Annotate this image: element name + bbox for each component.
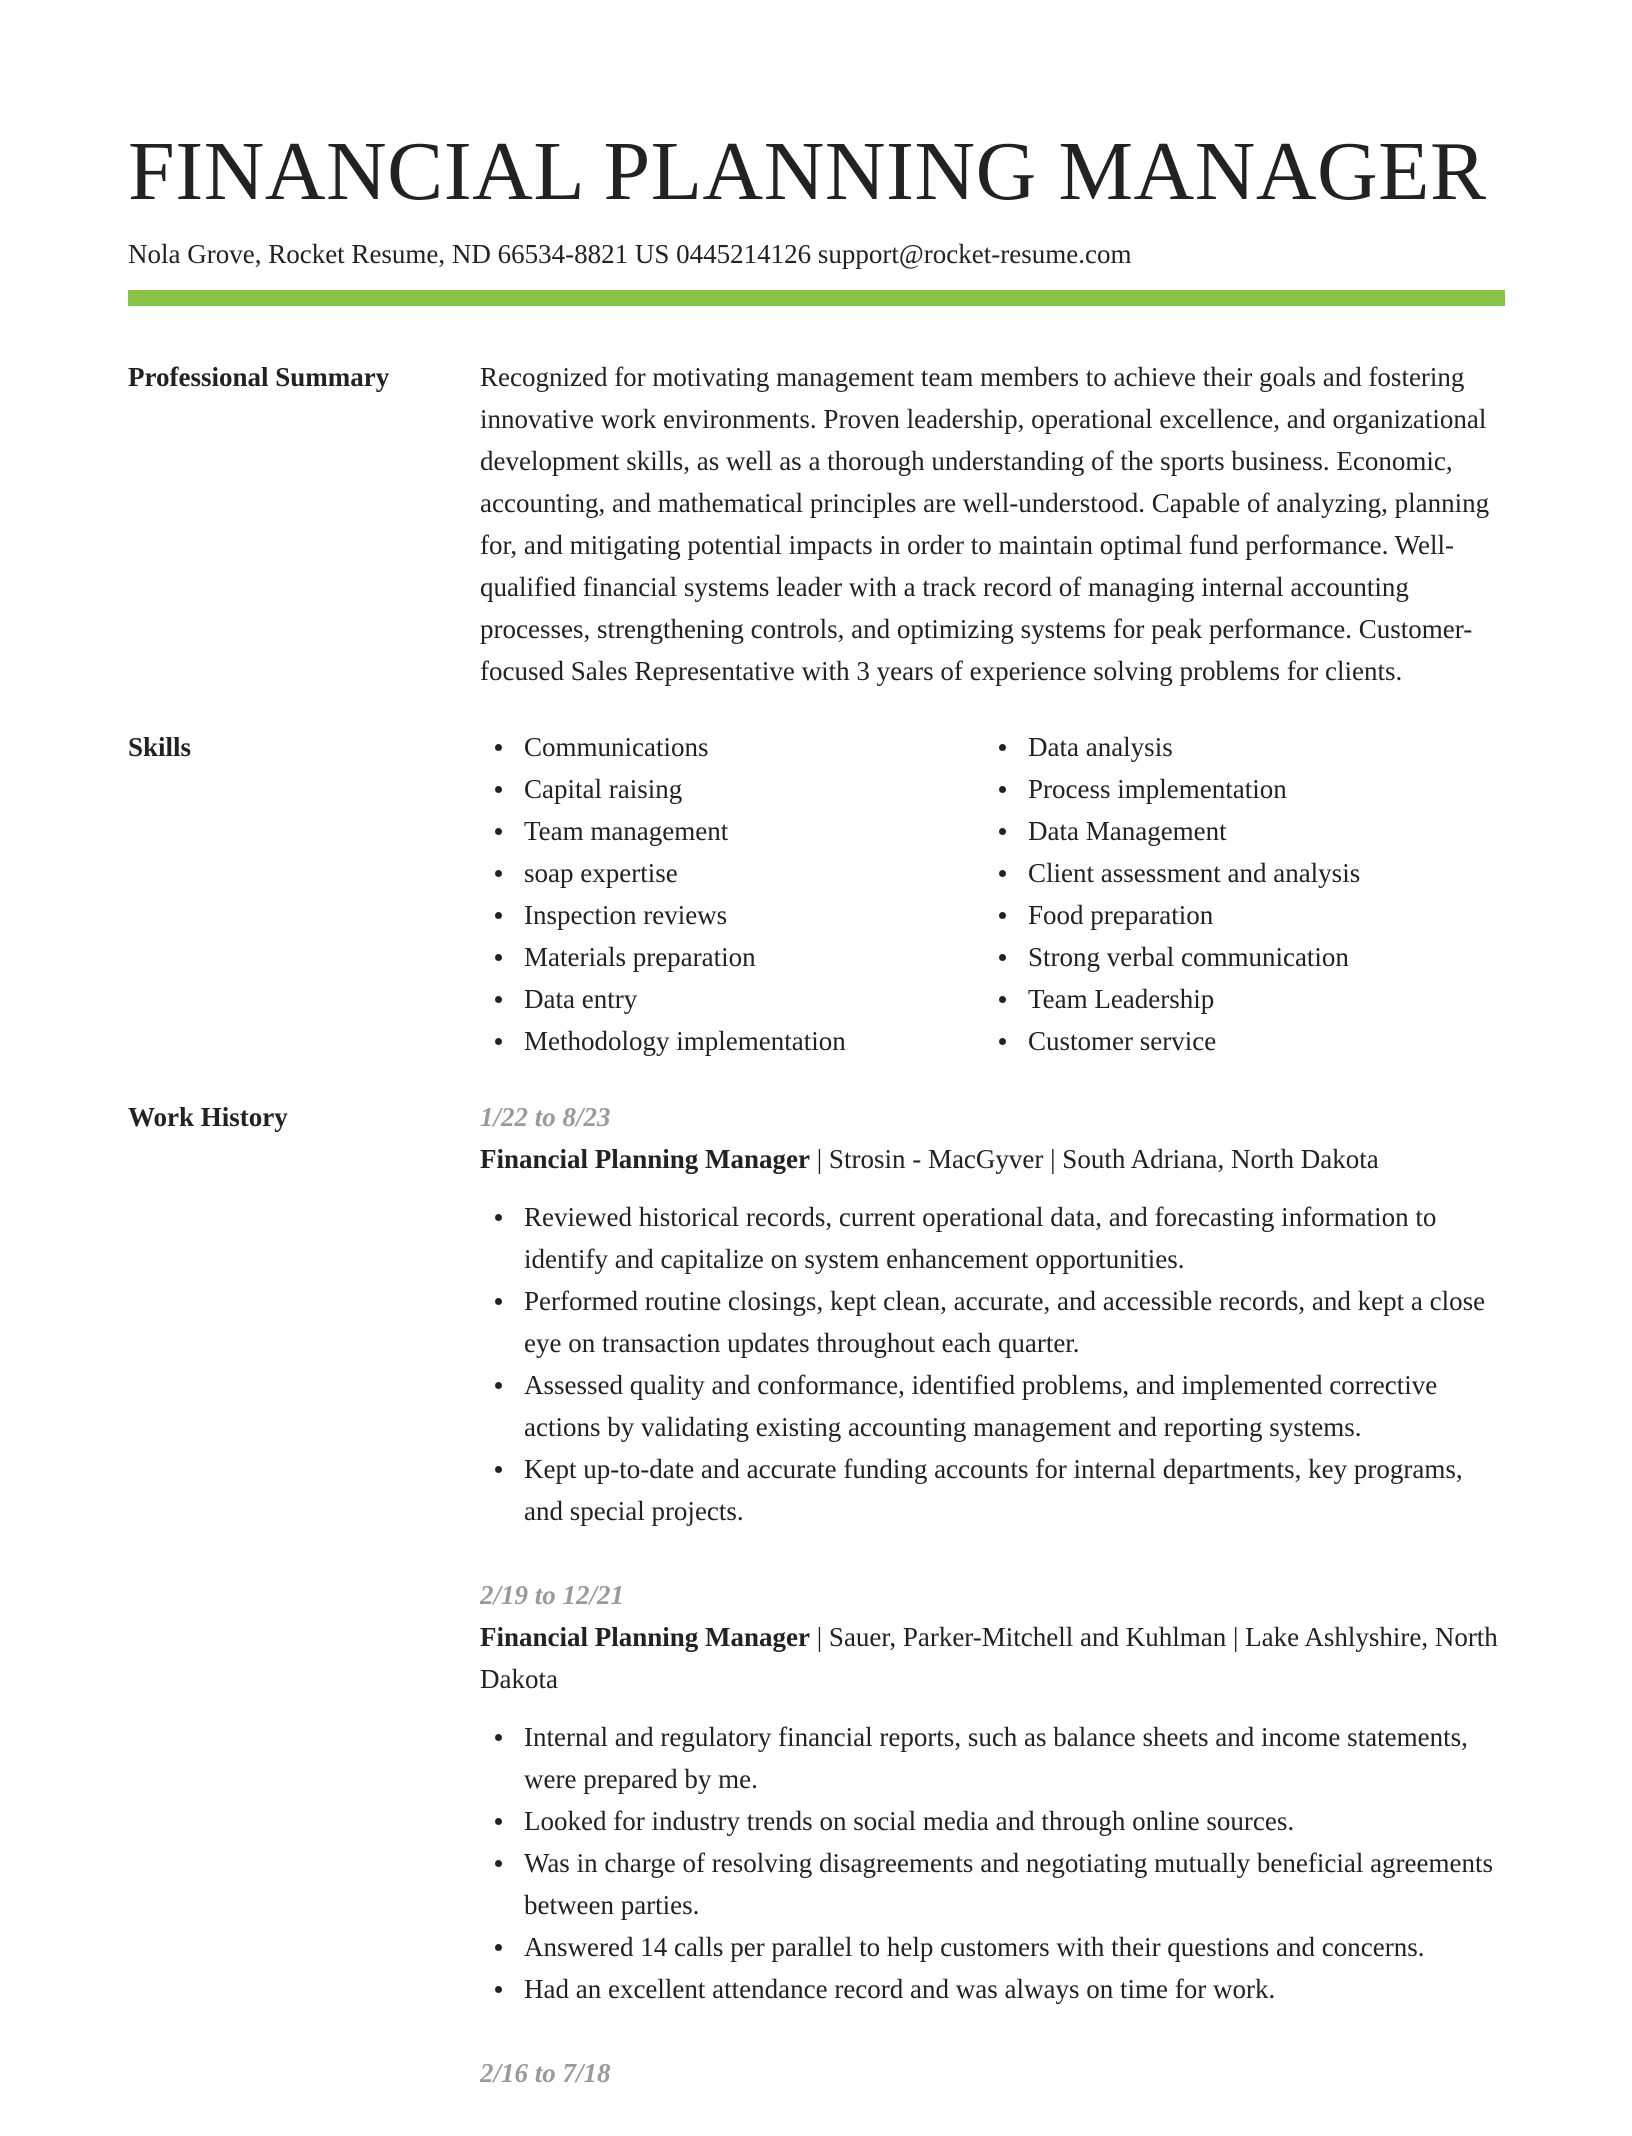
skill-item: Inspection reviews	[480, 894, 984, 936]
job-details: | Strosin - MacGyver | South Adriana, North Dakota	[810, 1144, 1379, 1174]
job-bullet: Internal and regulatory financial reports, such as balance sheets and income statements, were prepared by me.	[480, 1716, 1505, 1800]
skill-item: Data analysis	[984, 726, 1488, 768]
skill-item: Client assessment and analysis	[984, 852, 1488, 894]
skill-item: Food preparation	[984, 894, 1488, 936]
skills-section	[128, 726, 1505, 1062]
skill-item: Team management	[480, 810, 984, 852]
skill-item: soap expertise	[480, 852, 984, 894]
skills-list-left	[480, 726, 984, 1062]
job-dates: 2/16 to 7/18	[480, 2058, 611, 2088]
job-entry	[480, 1574, 1505, 2010]
job-bullet: Performed routine closings, kept clean, accurate, and accessible records, and kept a close eye on transaction updates throughout each quarter.	[480, 1280, 1505, 1364]
job-bullet: Was in charge of resolving disagreements and negotiating mutually beneficial agreements between parties.	[480, 1842, 1505, 1926]
job-bullet: Reviewed historical records, current operational data, and forecasting information to identify and capitalize on system enhancement opportunities.	[480, 1196, 1505, 1280]
job-dates: 2/19 to 12/21	[480, 1580, 625, 1610]
job-bullet: Kept up-to-date and accurate funding accounts for internal departments, key programs, and special projects.	[480, 1448, 1505, 1532]
summary-section	[128, 356, 1505, 692]
skills-heading: Skills	[128, 732, 192, 762]
skill-item: Process implementation	[984, 768, 1488, 810]
job-details: | Sauer, Parker-Mitchell and Kuhlman | Lake Ashlyshire, North Dakota	[480, 1622, 1505, 1694]
job-bullet: Answered 14 calls per parallel to help customers with their questions and concerns.	[480, 1926, 1505, 1968]
job-entry	[480, 1096, 1505, 1532]
job-title: Financial Planning Manager	[480, 1622, 811, 1652]
skill-item: Communications	[480, 726, 984, 768]
page-title: FINANCIAL PLANNING MANAGER	[128, 125, 1487, 218]
skill-item: Team Leadership	[984, 978, 1488, 1020]
job-bullet: Had an excellent attendance record and was always on time for work.	[480, 1968, 1505, 2010]
job-heading	[480, 1138, 1505, 1180]
resume-page	[128, 118, 1505, 2136]
work-history-list	[480, 1096, 1505, 2136]
skill-item: Data entry	[480, 978, 984, 1020]
skills-grid	[480, 726, 1505, 1062]
skill-item: Strong verbal communication	[984, 936, 1488, 978]
job-bullets	[480, 1716, 1505, 2010]
contact-line: Nola Grove, Rocket Resume, ND 66534-8821 US 0445214126 support@rocket-resume.com	[128, 239, 1132, 269]
skill-item: Methodology implementation	[480, 1020, 984, 1062]
skill-item: Data Management	[984, 810, 1488, 852]
skills-list-right	[984, 726, 1488, 1062]
work-history-section	[128, 1096, 1505, 2136]
job-bullet: Assessed quality and conformance, identified problems, and implemented corrective actions by validating existing accounting management and reporting systems.	[480, 1364, 1505, 1448]
job-heading	[480, 1616, 1505, 1700]
job-bullet: Looked for industry trends on social media and through online sources.	[480, 1800, 1505, 1842]
job-bullets	[480, 1196, 1505, 1532]
skill-item: Customer service	[984, 1020, 1488, 1062]
job-title: Financial Planning Manager	[480, 1144, 811, 1174]
accent-divider	[128, 290, 1505, 306]
job-entry	[480, 2052, 1505, 2094]
summary-text: Recognized for motivating management team members to achieve their goals and fostering innovative work environments. Proven leadership, operational excellence, and organizational development skills, as well as a thorough understanding of the sports business. Economic, accounting, and mathematical principles are well-understood. Capable of analyzing, planning for, and mitigating potential impacts in order to maintain optimal fund performance. Well-qualified financial systems leader with a track record of managing internal accounting processes, strengthening controls, and optimizing systems for peak performance. Customer-focused Sales Representative with 3 years of experience solving problems for clients.	[480, 362, 1490, 686]
job-dates: 1/22 to 8/23	[480, 1102, 611, 1132]
skill-item: Materials preparation	[480, 936, 984, 978]
skill-item: Capital raising	[480, 768, 984, 810]
work-history-heading: Work History	[128, 1102, 288, 1132]
summary-heading: Professional Summary	[128, 362, 390, 392]
